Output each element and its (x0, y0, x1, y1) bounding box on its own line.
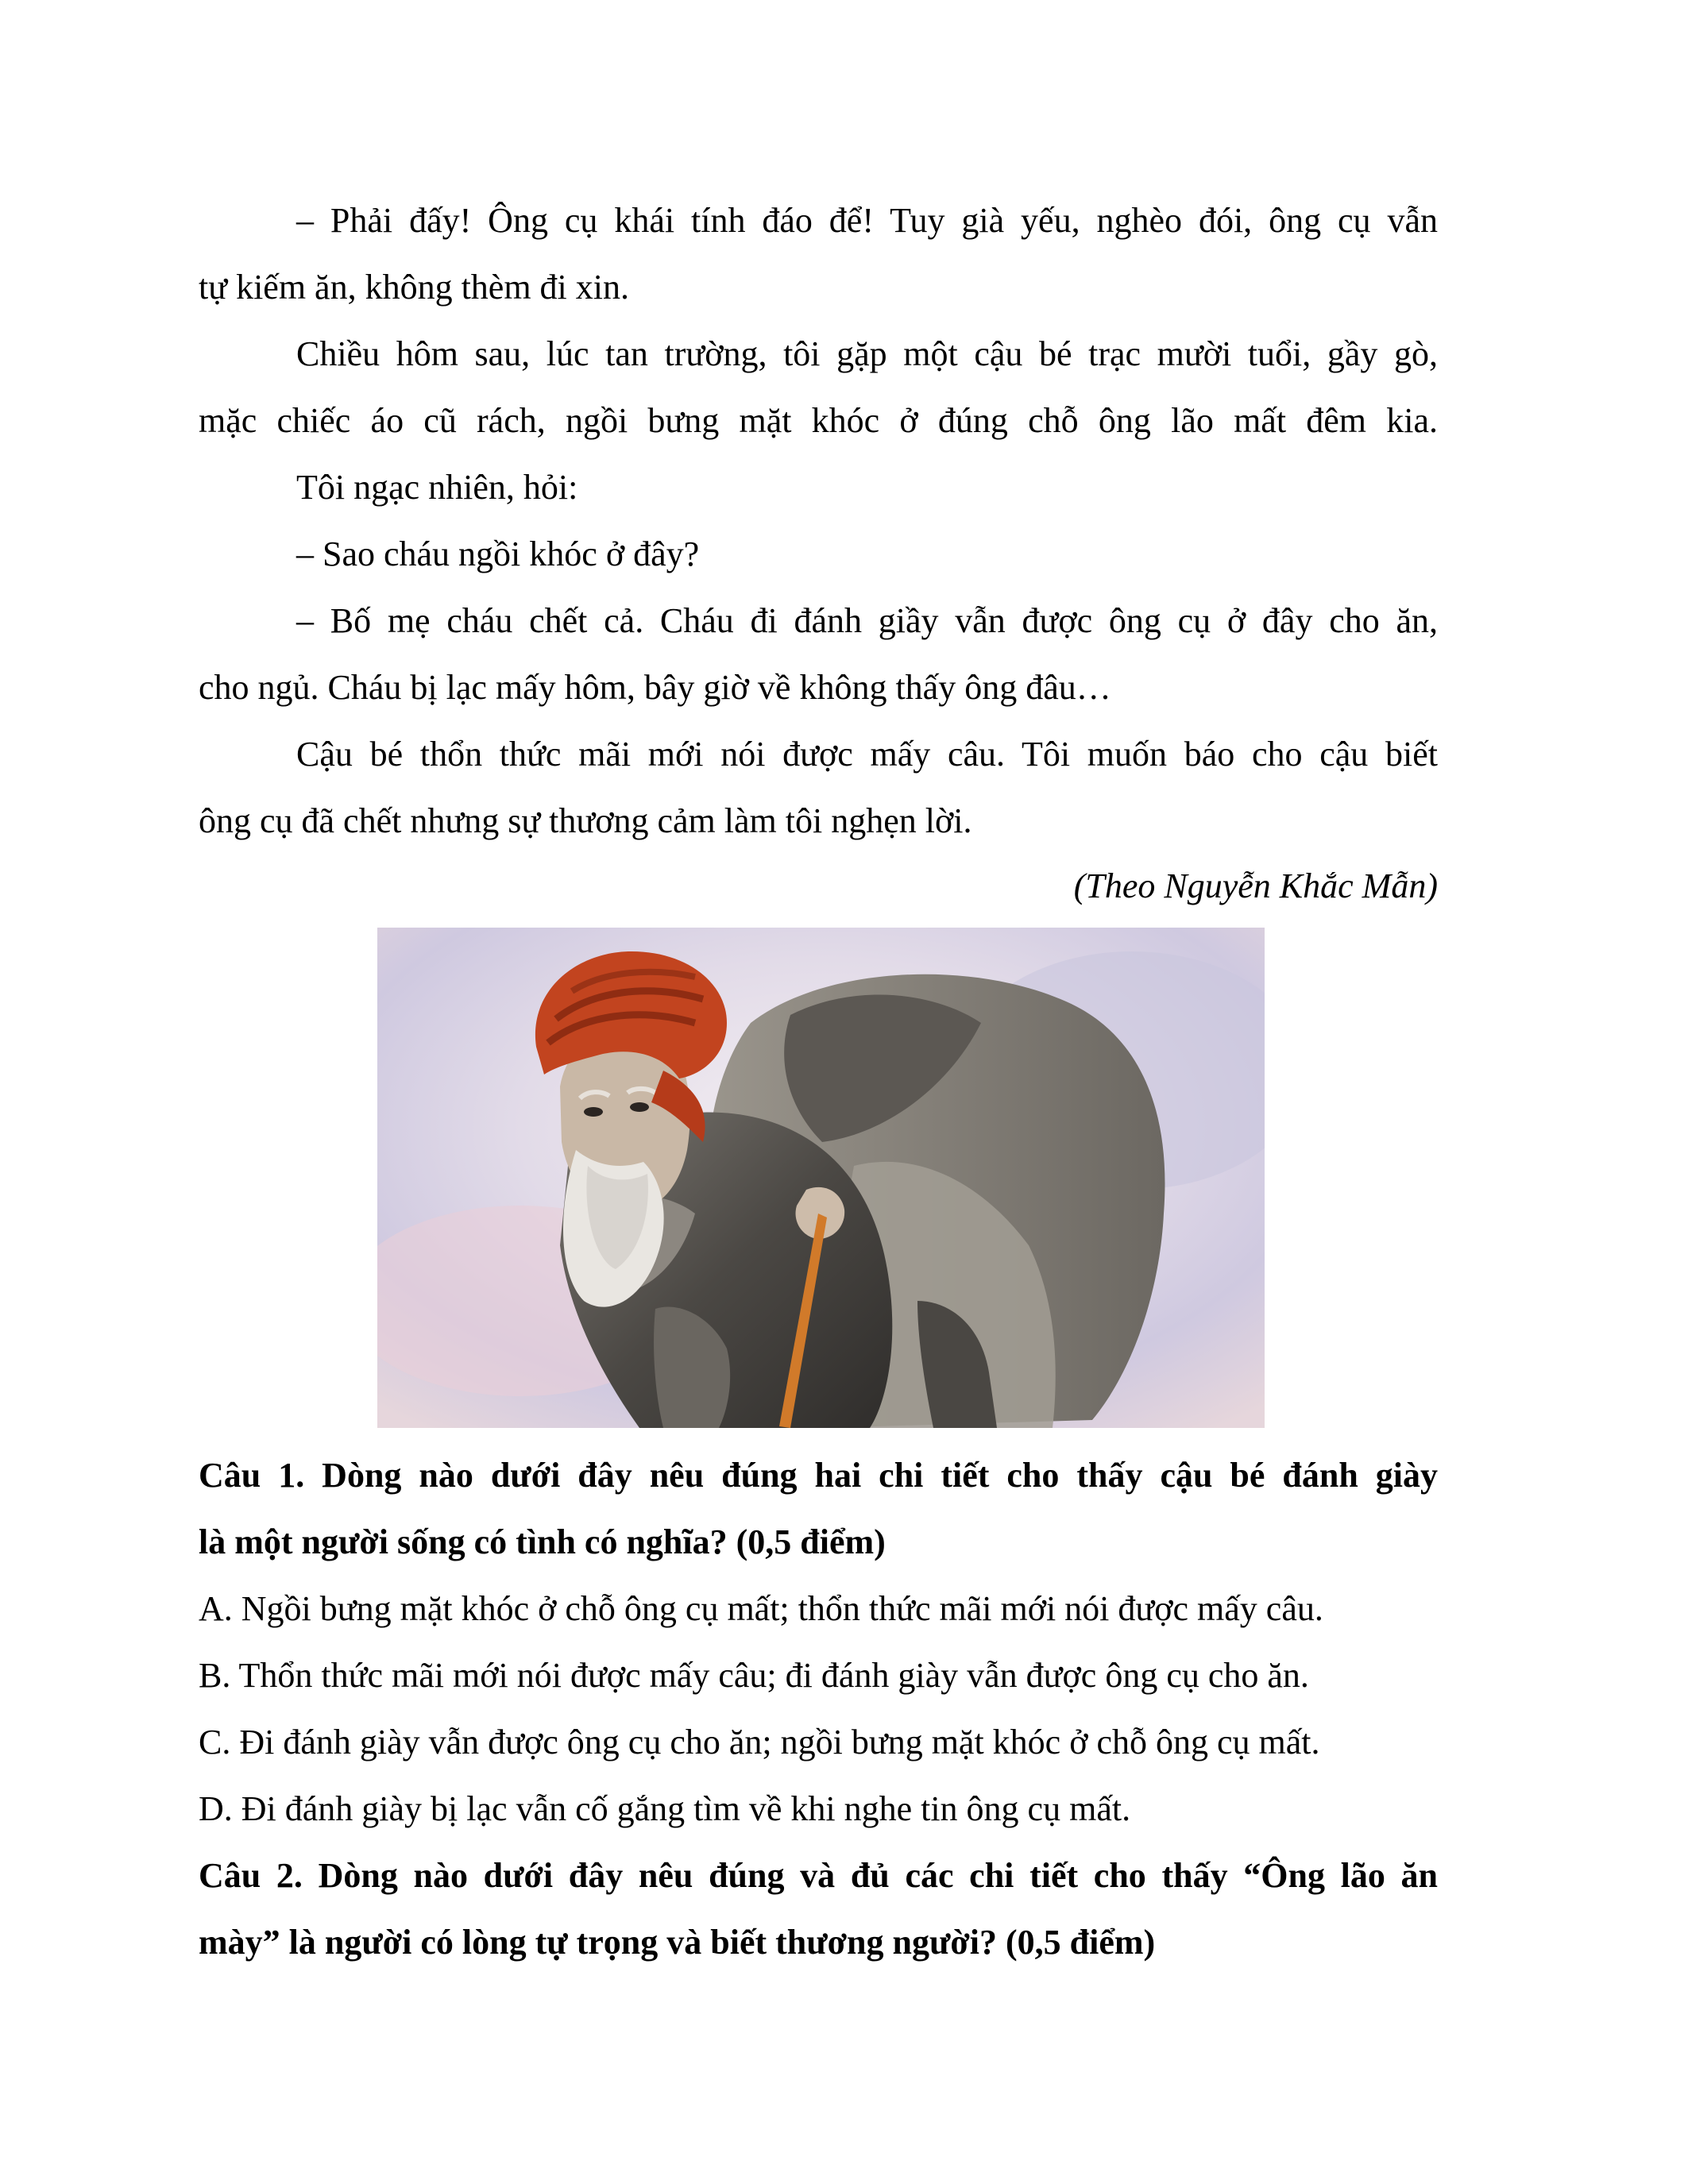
passage-paragraph-2-line-2: mặc chiếc áo cũ rách, ngồi bưng mặt khóc ở đúng chỗ ông lão mất đêm kia. (199, 401, 1438, 440)
question-1-title-line-1: Câu 1. Dòng nào dưới đây nêu đúng hai chi tiết cho thấy cậu bé đánh giày (199, 1456, 1438, 1495)
question-2-title-line-2: mày” là người có lòng tự trọng và biết thương người? (0,5 điểm) (199, 1923, 1156, 1962)
passage-paragraph-1-line-1: – Phải đấy! Ông cụ khái tính đáo để! Tuy già yếu, nghèo đói, ông cụ vẫn (296, 201, 1438, 240)
passage-paragraph-3: Tôi ngạc nhiên, hỏi: (296, 468, 578, 507)
question-1-option-b: B. Thổn thức mãi mới nói được mấy câu; đi đánh giày vẫn được ông cụ cho ăn. (199, 1656, 1309, 1695)
passage-paragraph-4: – Sao cháu ngồi khóc ở đây? (296, 534, 700, 573)
passage-paragraph-5-line-2: cho ngủ. Cháu bị lạc mấy hôm, bây giờ về không thấy ông đâu… (199, 668, 1111, 707)
old-beggar-illustration (377, 928, 1265, 1428)
question-2-title-line-1: Câu 2. Dòng nào dưới đây nêu đúng và đủ các chi tiết cho thấy “Ông lão ăn (199, 1856, 1438, 1895)
question-1-option-c: C. Đi đánh giày vẫn được ông cụ cho ăn; ngồi bưng mặt khóc ở chỗ ông cụ mất. (199, 1723, 1320, 1761)
passage-paragraph-2-line-1: Chiều hôm sau, lúc tan trường, tôi gặp một cậu bé trạc mười tuổi, gầy gò, (296, 334, 1438, 373)
question-1-option-d: D. Đi đánh giày bị lạc vẫn cố gắng tìm về khi nghe tin ông cụ mất. (199, 1789, 1131, 1828)
passage-paragraph-6-line-1: Cậu bé thổn thức mãi mới nói được mấy câu. Tôi muốn báo cho cậu biết (296, 735, 1438, 774)
passage-paragraph-6-line-2: ông cụ đã chết nhưng sự thương cảm làm tôi nghẹn lời. (199, 801, 972, 840)
passage-paragraph-5-line-1: – Bố mẹ cháu chết cả. Cháu đi đánh giầy vẫn được ông cụ ở đây cho ăn, (296, 601, 1438, 640)
question-1-title-line-2: là một người sống có tình có nghĩa? (0,5 điểm) (199, 1522, 886, 1561)
passage-paragraph-1-line-2: tự kiếm ăn, không thèm đi xin. (199, 268, 630, 307)
passage-source: (Theo Nguyễn Khắc Mẫn) (1073, 866, 1438, 905)
old-beggar-with-turban-icon (377, 928, 1265, 1428)
question-1-option-a: A. Ngồi bưng mặt khóc ở chỗ ông cụ mất; thổn thức mãi mới nói được mấy câu. (199, 1589, 1323, 1628)
